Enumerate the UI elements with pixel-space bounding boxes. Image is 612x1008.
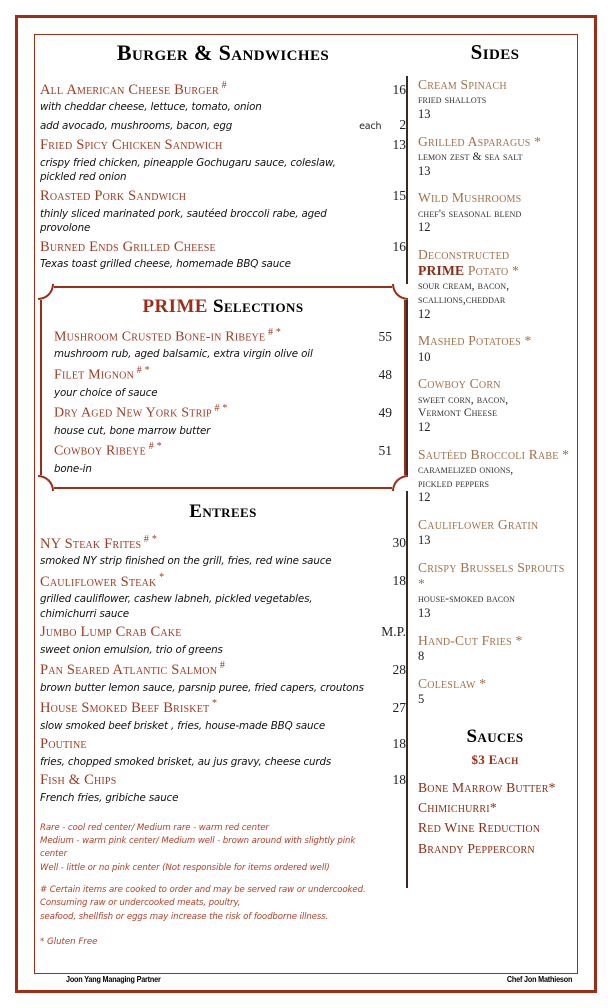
prime-accent-word: PRIME: [418, 263, 465, 279]
menu-item-name: Mushroom Crusted Bone-in Ribeye # *: [54, 326, 282, 345]
menu-item: [40, 623, 406, 657]
doneness-notes: [40, 822, 406, 875]
menu-item-description: with cheddar cheese, lettuce, tomato, onion: [40, 101, 262, 114]
sauce-item: Red Wine Reduction: [418, 820, 541, 836]
each-label: each: [359, 121, 382, 132]
prime-heading-rest: Selections: [213, 295, 304, 317]
side-item: [418, 517, 572, 549]
note-line: Medium - warm pink center/ Medium well - brown around with slightly pink: [40, 835, 356, 846]
sauce-item: Bone Marrow Butter*: [418, 779, 556, 795]
menu-item-description: mushroom rub, aged balsamic, extra virgin olive oil: [54, 348, 313, 361]
side-item-name: Sautéed Broccoli Rabe *: [418, 446, 570, 462]
entrees-items-list: [40, 533, 406, 806]
column-divider: [406, 76, 408, 888]
side-item-name: Cowboy Corn: [418, 376, 501, 392]
side-item-description-2: pickled peppers: [418, 476, 490, 490]
menu-item: [54, 402, 392, 438]
menu-item: [54, 326, 392, 362]
corner-top-left-ornament: [38, 284, 54, 300]
menu-item: [54, 440, 392, 476]
menu-item-row: [40, 187, 406, 207]
side-item-name: Hand-Cut Fries *: [418, 632, 523, 648]
menu-item-description-2: provolone: [40, 222, 91, 235]
menu-item-name: House Smoked Beef Brisket *: [40, 698, 218, 717]
side-item-price: 13: [418, 163, 431, 178]
side-item-name: Grilled Asparagus *: [418, 133, 542, 149]
menu-item-name: Jumbo Lump Crab Cake: [40, 624, 182, 641]
menu-item: [40, 771, 406, 805]
side-item: [418, 190, 572, 236]
side-item-description: fried shallots: [418, 93, 487, 107]
notes-spacer: [40, 875, 406, 884]
sauce-item: Chimichurri*: [418, 800, 497, 816]
menu-item-description-2: chimichurri sauce: [40, 607, 129, 620]
side-item: [418, 134, 572, 180]
menu-item-description: grilled cauliflower, cashew labneh, pickled vegetables,: [40, 592, 313, 605]
footer-credits: [40, 975, 572, 984]
side-item-name: Mashed Potatoes *: [418, 333, 532, 349]
side-item-price: 12: [418, 306, 431, 321]
menu-item-row: [40, 771, 406, 791]
menu-item-description: bone-in: [54, 462, 92, 475]
corner-top-right-ornament: [392, 284, 408, 300]
side-item-name: Cream Spinach: [418, 77, 507, 92]
menu-item-marker: # *: [141, 533, 158, 545]
menu-item-price: 18: [392, 736, 406, 752]
menu-item-price: 15: [392, 187, 406, 203]
menu-item-price: 18: [392, 573, 406, 589]
menu-item-row: [40, 735, 406, 755]
menu-item-name: Dry Aged New York Strip # *: [54, 403, 228, 421]
menu-item-name: NY Steak Frites # *: [40, 533, 158, 552]
menu-item-price: 48: [378, 366, 392, 382]
side-item-name: Cauliflower Gratin: [418, 516, 539, 532]
menu-item-name: Fish & Chips: [40, 772, 117, 789]
corner-bottom-left-ornament: [38, 475, 54, 491]
menu-item: [54, 364, 392, 400]
note-line: seafood, shellfish or eggs may increase the risk of foodborne illness.: [40, 911, 329, 922]
menu-item-description: Texas toast grilled cheese, homemade BBQ sauce: [40, 258, 291, 271]
menu-item-name: Roasted Pork Sandwich: [40, 187, 187, 204]
menu-item-description: French fries, gribiche sauce: [40, 792, 179, 805]
side-item-description: caramelized onions,: [418, 462, 514, 476]
menu-item-row: [40, 533, 406, 554]
menu-item-price: 27: [392, 700, 406, 716]
note-line: # Certain items are cooked to order and may be served raw or undercooked.: [40, 884, 366, 895]
menu-item-description-row: [40, 115, 406, 134]
chef-credit: Chef Jon Mathieson: [506, 975, 572, 984]
allergen-notes: [40, 884, 406, 924]
side-item-description: lemon zest & sea salt: [418, 149, 523, 163]
side-item: [418, 676, 572, 708]
menu-item-marker: *: [156, 571, 165, 583]
side-item: [418, 247, 572, 323]
sides-items-list: [418, 77, 572, 708]
side-item: [418, 376, 572, 435]
menu-item: [40, 238, 406, 272]
menu-item-price: 28: [392, 662, 406, 678]
menu-item-description: fries, chopped smoked brisket, au jus gravy, cheese curds: [40, 755, 332, 768]
menu-content: [40, 38, 572, 984]
menu-item-price: M.P.: [381, 624, 406, 640]
side-item-name: Wild Mushrooms: [418, 190, 522, 206]
right-column: [418, 38, 572, 859]
menu-item-price: 13: [392, 137, 406, 153]
menu-item-price: 49: [378, 404, 392, 420]
menu-item-row: [40, 623, 406, 643]
menu-item: [40, 697, 406, 733]
menu-item-marker: #: [217, 660, 226, 672]
side-item-description-2: scallions,cheddar: [418, 293, 506, 307]
sauces-section-heading: Sauces: [466, 725, 524, 747]
menu-item-name: Cauliflower Steak *: [40, 571, 165, 590]
menu-item-description: brown butter lemon sauce, parsnip puree, fried capers, croutons: [40, 681, 364, 694]
sauces-price-label: $3 Each: [471, 751, 519, 767]
menu-item-marker: # *: [265, 326, 282, 338]
menu-item-name: Poutine: [40, 736, 87, 753]
note-line: Consuming raw or undercooked meats, poultry,: [40, 898, 241, 909]
menu-item-description: thinly sliced marinated pork, sautéed broccoli rabe, aged: [40, 207, 327, 220]
side-item-price: 13: [418, 533, 431, 548]
menu-item-row: [40, 79, 406, 100]
menu-item: [40, 136, 406, 185]
side-item-description-2: Vermont Cheese: [418, 406, 498, 420]
side-item-price: 13: [418, 606, 431, 621]
menu-item-price: 55: [378, 328, 392, 344]
menu-item-row: [54, 364, 392, 386]
sauces-items-list: [418, 778, 572, 860]
menu-item-description: house cut, bone marrow butter: [54, 424, 211, 437]
side-item: [418, 633, 572, 665]
menu-item: [40, 659, 406, 695]
note-line: Well - little or no pink center (Not responsible for items ordered well): [40, 862, 330, 873]
note-line: center: [40, 849, 68, 860]
side-item-name: Crispy Brussels Sprouts *: [418, 559, 565, 592]
menu-item-description-2: pickled red onion: [40, 171, 127, 184]
menu-item-row: [54, 326, 392, 348]
side-item-name: Deconstructed PRIME Potato *: [418, 246, 520, 279]
menu-item-name: Pan Seared Atlantic Salmon #: [40, 660, 226, 679]
sides-section-heading: Sides: [470, 40, 520, 64]
menu-item-description: sweet onion emulsion, trio of greens: [40, 643, 223, 656]
side-item-price: 8: [418, 649, 425, 664]
menu-item-name: Filet Mignon # *: [54, 365, 150, 383]
menu-item-description: smoked NY strip finished on the grill, fries, red wine sauce: [40, 554, 332, 567]
menu-item-row: [54, 440, 392, 462]
menu-item: [40, 79, 406, 134]
menu-item-marker: *: [209, 698, 218, 710]
menu-item-price: 16: [392, 81, 406, 97]
menu-item-name: All American Cheese Burger #: [40, 80, 227, 98]
menu-item-price: 16: [392, 238, 406, 254]
menu-item-marker: # *: [134, 365, 150, 377]
side-item-name: Coleslaw *: [418, 675, 487, 691]
prime-selections-box: [40, 286, 406, 489]
menu-item: [40, 571, 406, 622]
menu-item-name: Cowboy Ribeye # *: [54, 441, 162, 460]
burger-section-heading: Burger & Sandwiches: [116, 40, 330, 65]
menu-item-row: [40, 571, 406, 592]
each-price: 2: [399, 117, 406, 132]
side-item: [418, 77, 572, 123]
side-item-description: house-smoked bacon: [418, 592, 516, 606]
menu-item-row: [40, 136, 406, 156]
note-line: Rare - cool red center/ Medium rare - warm red center: [40, 822, 269, 833]
prime-items-list: [54, 326, 392, 477]
menu-item-marker: #: [218, 80, 227, 91]
menu-item-description: your choice of sauce: [54, 386, 158, 399]
menu-item-description: slow smoked beef brisket , fries, house-made BBQ sauce: [40, 719, 326, 732]
menu-item-name: Fried Spicy Chicken Sandwich: [40, 137, 223, 154]
menu-item-name: Burned Ends Grilled Cheese: [40, 238, 216, 255]
menu-item-price: 51: [378, 443, 392, 459]
menu-item: [40, 187, 406, 236]
prime-section-heading: [54, 296, 392, 318]
side-item-description: chef's seasonal blend: [418, 206, 522, 220]
sauce-item: Brandy Peppercorn: [418, 840, 535, 856]
managing-partner-credit: Joon Yang Managing Partner: [66, 975, 161, 984]
burger-items-list: [40, 79, 406, 272]
corner-bottom-right-ornament: [392, 475, 408, 491]
menu-item-price: 30: [392, 535, 406, 551]
side-item: [418, 447, 572, 506]
menu-item: [40, 735, 406, 769]
menu-item-price: 18: [392, 772, 406, 788]
menu-item-marker: # *: [146, 441, 162, 453]
side-item: [418, 333, 572, 365]
side-item-price: 10: [418, 349, 431, 364]
menu-item-row: [40, 697, 406, 718]
menu-item-description: crispy fried chicken, pineapple Gochugaru sauce, coleslaw,: [40, 156, 336, 169]
sauces-section: [418, 726, 572, 860]
prime-heading-accent: PRIME: [142, 295, 208, 317]
preparation-notes: [40, 822, 406, 924]
menu-item-row: [40, 659, 406, 680]
side-item-description: sour cream, bacon,: [418, 279, 510, 293]
side-item-price: 12: [418, 420, 431, 435]
side-item-price: 12: [418, 220, 431, 235]
gluten-free-note: * Gluten Free: [40, 936, 98, 947]
side-item: [418, 560, 572, 622]
side-item-price: 13: [418, 106, 431, 121]
menu-item-row: [54, 402, 392, 424]
left-column: [40, 38, 406, 947]
menu-item: [40, 533, 406, 569]
side-item-price: 5: [418, 692, 425, 707]
menu-item-marker: # *: [211, 403, 228, 415]
entrees-section-heading: Entrees: [189, 500, 257, 522]
side-item-price: 12: [418, 490, 431, 505]
side-item-description: sweet corn, bacon,: [418, 392, 509, 406]
menu-item-description-2: add avocado, mushrooms, bacon, egg: [40, 120, 233, 132]
menu-item-row: [40, 238, 406, 258]
